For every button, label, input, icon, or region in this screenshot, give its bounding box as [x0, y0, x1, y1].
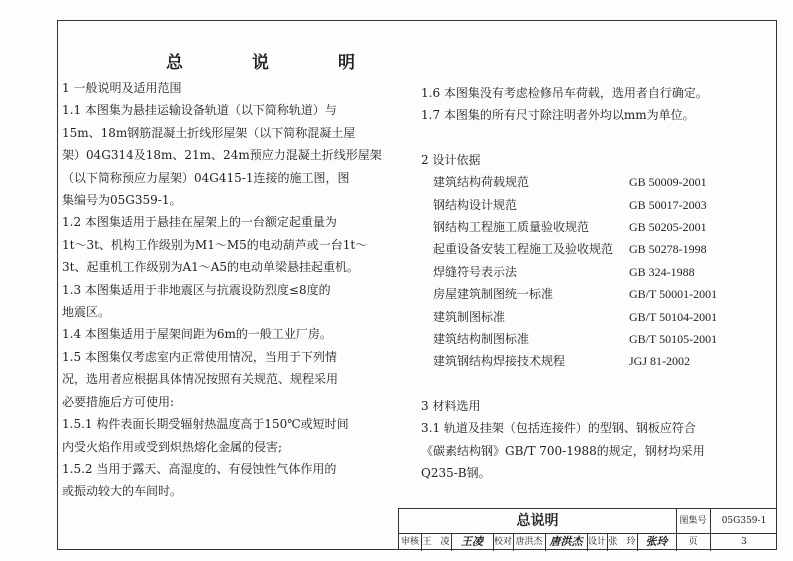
atlas-no-label: 图集号 [676, 509, 711, 533]
title-block [398, 508, 777, 550]
text-line: 15m、18m钢筋混凝土折线形屋架（以下简称混凝土屋 [62, 125, 356, 140]
standard-row [421, 328, 771, 350]
page-title: 总 说 明 [166, 53, 381, 73]
text-line: 1.5.1 构件表面长期受辐射热温度高于150℃或短时间 [62, 417, 349, 432]
standard-code: GB/T 50001-2001 [629, 287, 718, 302]
designer-signature: 张玲 [637, 533, 677, 551]
text-line: 必要措施后方可使用: [62, 394, 175, 409]
standard-row [421, 350, 771, 372]
standard-name: 焊缝符号表示法 [433, 264, 518, 279]
check-label: 校对 [493, 533, 514, 551]
text-line: 1.3 本图集适用于非地震区与抗震设防烈度≤8度的 [62, 282, 331, 297]
atlas-no: 05G359-1 [721, 516, 767, 526]
text-line: 集编号为05G359-1。 [62, 193, 182, 208]
text-line: 《碳素结构钢》GB/T 700-1988的规定，钢材均采用 [421, 443, 705, 458]
standard-row [421, 216, 771, 238]
text-line: 或振动较大的车间时。 [62, 484, 183, 499]
standard-code: GB/T 50104-2001 [629, 309, 718, 324]
standard-name: 起重设备安装工程施工及验收规范 [433, 242, 614, 257]
standard-row [421, 238, 771, 260]
text-line: 1.5 本图集仅考虑室内正常使用情况，当用于下列情 [62, 349, 337, 364]
right-column [421, 82, 771, 485]
page-label: 页 [676, 533, 711, 551]
standard-code: GB 50017-2003 [629, 197, 707, 212]
text-line: 1.7 本图集的所有尺寸除注明者外均以mm为单位。 [421, 108, 695, 123]
text-line: 1.4 本图集适用于屋架间距为6m的一般工业厂房。 [62, 327, 332, 342]
standard-name: 建筑钢结构焊接技术规程 [433, 354, 566, 369]
standard-code: GB 50205-2001 [629, 220, 707, 235]
text-line: 架）04G314及18m、21m、24m预应力混凝土折线形屋架 [62, 148, 382, 163]
checker-name: 唐洪杰 [513, 533, 546, 551]
standard-row [421, 261, 771, 283]
review-label: 审核 [399, 533, 422, 551]
reviewer-signature: 王凌 [451, 533, 494, 551]
standard-row [421, 194, 771, 216]
text-line: 1t～3t、机构工作级别为M1～M5的电动葫芦或一台1t～ [62, 237, 368, 252]
materials-heading: 3 材料选用 [421, 398, 481, 413]
page-number: 3 [741, 537, 747, 547]
designer-name: 张 玲 [607, 533, 638, 551]
design-basis-heading: 2 设计依据 [421, 152, 481, 167]
text-line: 1.1 本图集为悬挂运输设备轨道（以下简称轨道）与 [62, 103, 337, 118]
checker-signature: 唐洪杰 [545, 533, 588, 551]
text-line: 内受火焰作用或受到炽热熔化金属的侵害; [62, 439, 283, 454]
standard-code: GB 50009-2001 [629, 175, 707, 190]
standard-name: 建筑制图标准 [433, 309, 506, 324]
text-line: 况，选用者应根据具体情况按照有关规范、规程采用 [62, 372, 339, 387]
text-line: 3t、起重机工作级别为A1～A5的电动单梁悬挂起重机。 [62, 260, 360, 275]
text-line: 1.2 本图集适用于悬挂在屋架上的一台额定起重量为 [62, 215, 337, 230]
standard-row [421, 283, 771, 305]
standard-row [421, 306, 771, 328]
text-line: 1 一般说明及适用范围 [62, 81, 182, 95]
standard-name: 钢结构工程施工质量验收规范 [433, 220, 590, 235]
text-line: 地震区。 [62, 305, 111, 320]
drawing-title: 总说明 [399, 509, 677, 533]
standard-code: GB 50278-1998 [629, 242, 707, 257]
design-label: 设计 [587, 533, 608, 551]
materials-text [421, 417, 771, 484]
notes-1-6-1-7 [421, 82, 771, 127]
text-line: （以下简称预应力屋架）04G415-1连接的施工图，图 [62, 170, 350, 185]
text-line: 1.6 本图集没有考虑检修吊车荷载，选用者自行确定。 [421, 86, 708, 100]
standard-code: JGJ 81-2002 [629, 354, 691, 369]
standard-name: 建筑结构荷载规范 [433, 175, 530, 190]
standard-code: GB 324-1988 [629, 264, 695, 279]
standards-list [421, 171, 771, 373]
standard-name: 建筑结构制图标准 [433, 332, 530, 347]
text-line: 1.5.2 当用于露天、高湿度的、有侵蚀性气体作用的 [62, 461, 337, 476]
text-line: 3.1 轨道及挂架（包括连接件）的型钢、钢板应符合 [421, 421, 696, 436]
reviewer-name: 王 凌 [421, 533, 452, 551]
standard-row [421, 171, 771, 193]
left-column [62, 77, 407, 503]
standard-code: GB/T 50105-2001 [629, 332, 718, 347]
text-line: Q235-B钢。 [421, 466, 491, 481]
standard-name: 钢结构设计规范 [433, 197, 518, 212]
standard-name: 房屋建筑制图统一标准 [433, 287, 554, 302]
